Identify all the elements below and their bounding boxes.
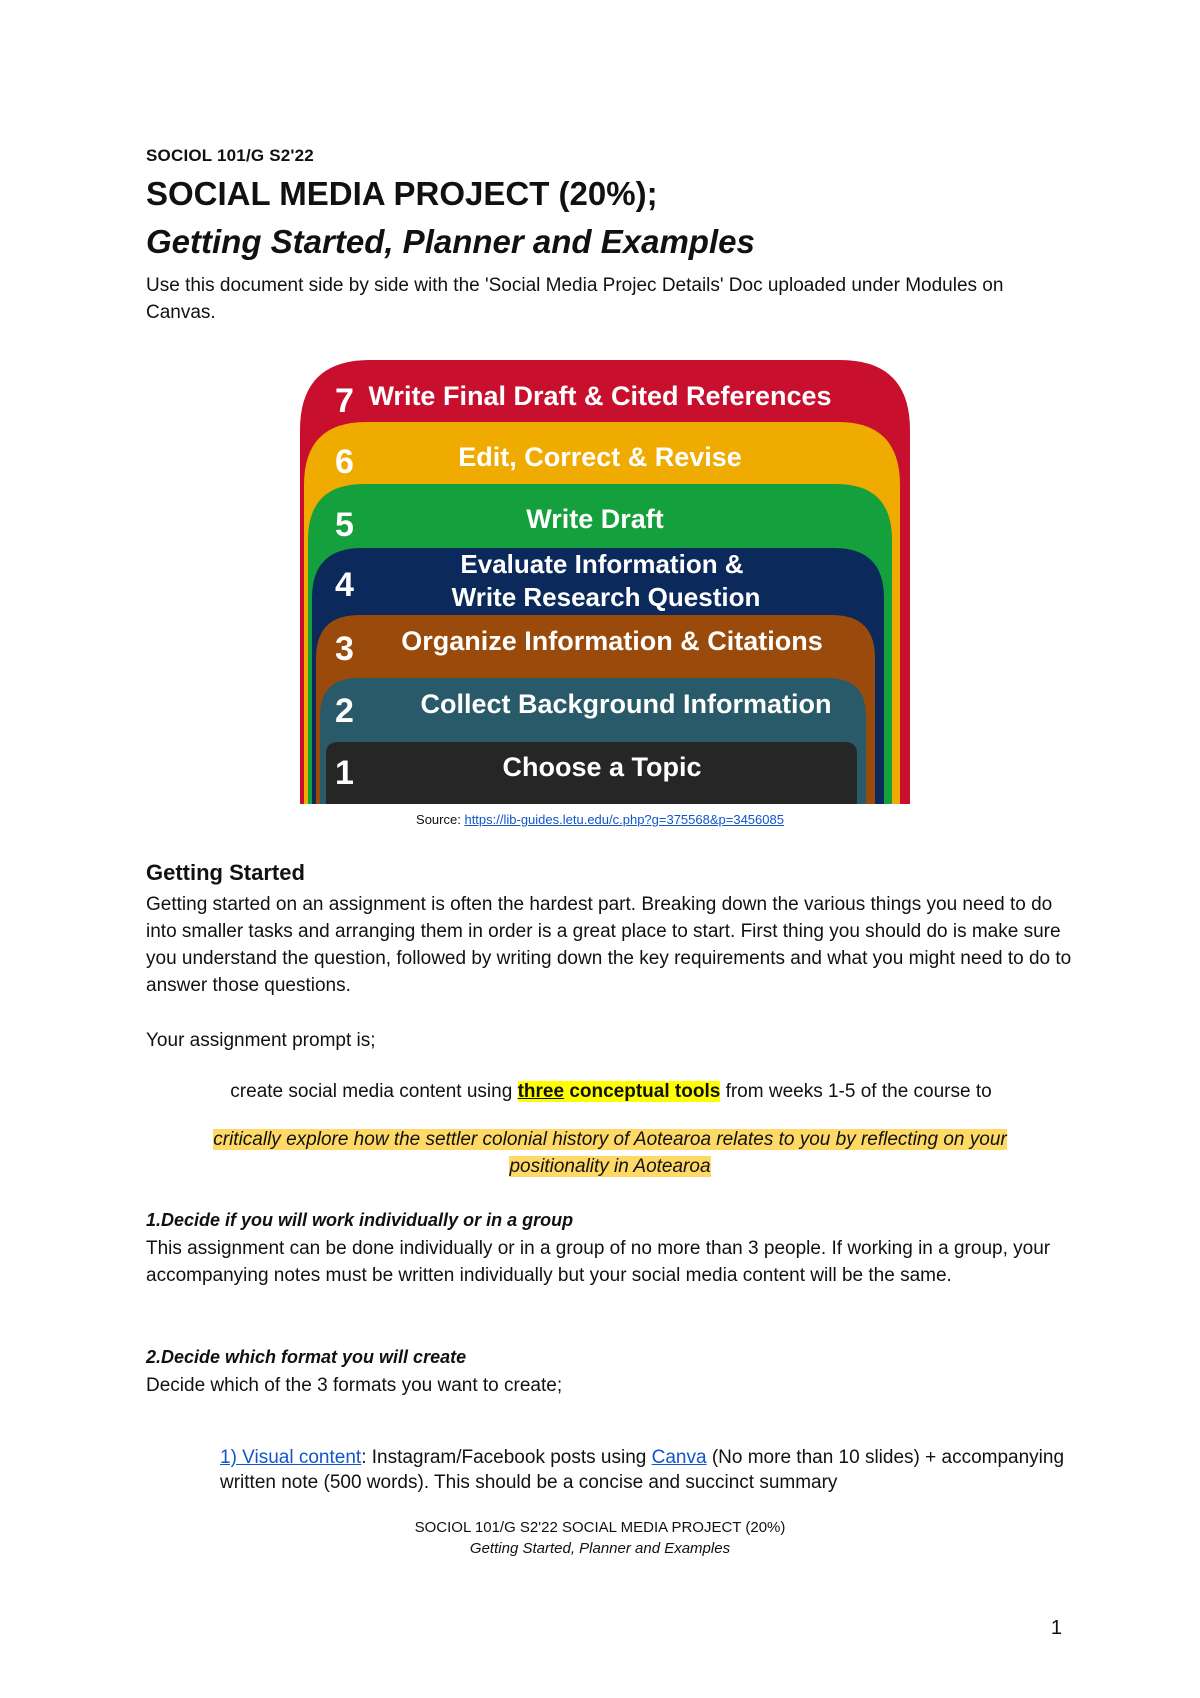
intro-text: Use this document side by side with the 'Social Media Projec Details' Doc uploaded under Modules on Canvas. xyxy=(146,275,1004,323)
step-6-label: Edit, Correct & Revise xyxy=(458,442,742,472)
step-1-number: 1 xyxy=(335,754,354,792)
canva-link[interactable]: Canva xyxy=(651,1447,707,1468)
step-4-label-line1: Evaluate Information & xyxy=(460,549,744,579)
course-code: SOCIOL 101/G S2'22 xyxy=(146,146,314,165)
step-6-number: 6 xyxy=(335,443,354,481)
step-1-body: This assignment can be done individually or in a group of no more than 3 people. If working in a group, your accompanying notes must be written individually but your social media content will be the same. xyxy=(146,1238,1051,1286)
prompt-label: Your assignment prompt is; xyxy=(146,1030,376,1051)
footer-line-1: SOCIOL 101/G S2'22 SOCIAL MEDIA PROJECT (20%) xyxy=(414,1519,786,1536)
step-4-number: 4 xyxy=(335,566,354,604)
footer-line-2: Getting Started, Planner and Examples xyxy=(469,1540,731,1557)
format-1-post: (No more than 10 slides) + accompanying written note (500 words). This should be a concise and succinct summary xyxy=(220,1447,1065,1493)
prompt-line-1 xyxy=(146,1078,1076,1105)
step-7-number: 7 xyxy=(335,382,354,420)
visual-content-link[interactable]: 1) Visual content xyxy=(220,1447,362,1468)
step-1-label: Choose a Topic xyxy=(502,752,702,782)
prompt-highlight-critically: critically explore how the settler colonial history of Aotearoa relates to you by reflecting on your positionality in Aotearoa xyxy=(213,1129,1007,1177)
step-2-number: 2 xyxy=(335,692,354,730)
prompt-post: from weeks 1-5 of the course to xyxy=(720,1081,992,1102)
prompt-highlight-three: three xyxy=(517,1081,565,1102)
step-5-number: 5 xyxy=(335,506,354,544)
research-steps-graphic xyxy=(300,360,910,804)
source-label: Source: xyxy=(416,812,461,827)
step-3-number: 3 xyxy=(335,630,354,668)
page-subtitle: Getting Started, Planner and Examples xyxy=(146,223,755,260)
prompt-pre: create social media content using xyxy=(230,1081,518,1102)
step-5-label: Write Draft xyxy=(526,504,664,534)
step-3-label: Organize Information & Citations xyxy=(401,626,823,656)
prompt-highlight-tools: conceptual tools xyxy=(564,1081,721,1102)
getting-started-paragraph: Getting started on an assignment is often the hardest part. Breaking down the various things you need to do into smaller tasks and arranging them in order is a great place to start. First thing you should do is make sure you understand the question, followed by writing down the key requirements and what you might need to do to answer those questions. xyxy=(146,894,1072,996)
format-1-pre: : Instagram/Facebook posts using xyxy=(361,1447,652,1468)
step-1-heading: 1.Decide if you will work individually or in a group xyxy=(146,1210,574,1230)
page-number: 1 xyxy=(1050,1617,1062,1639)
step-7-label: Write Final Draft & Cited References xyxy=(368,381,832,411)
section-heading-getting-started: Getting Started xyxy=(146,860,305,885)
step-2-label: Collect Background Information xyxy=(420,689,832,719)
format-1-item xyxy=(220,1445,1080,1495)
step-2-body: Decide which of the 3 formats you want to create; xyxy=(146,1375,563,1396)
prompt-line-2 xyxy=(180,1126,1040,1180)
step-4-label-line2: Write Research Question xyxy=(451,582,761,612)
step-2-heading: 2.Decide which format you will create xyxy=(146,1347,467,1367)
page-title: SOCIAL MEDIA PROJECT (20%); xyxy=(146,175,658,212)
image-source xyxy=(0,812,1200,827)
source-link[interactable]: https://lib-guides.letu.edu/c.php?g=375568&p=3456085 xyxy=(464,812,784,827)
